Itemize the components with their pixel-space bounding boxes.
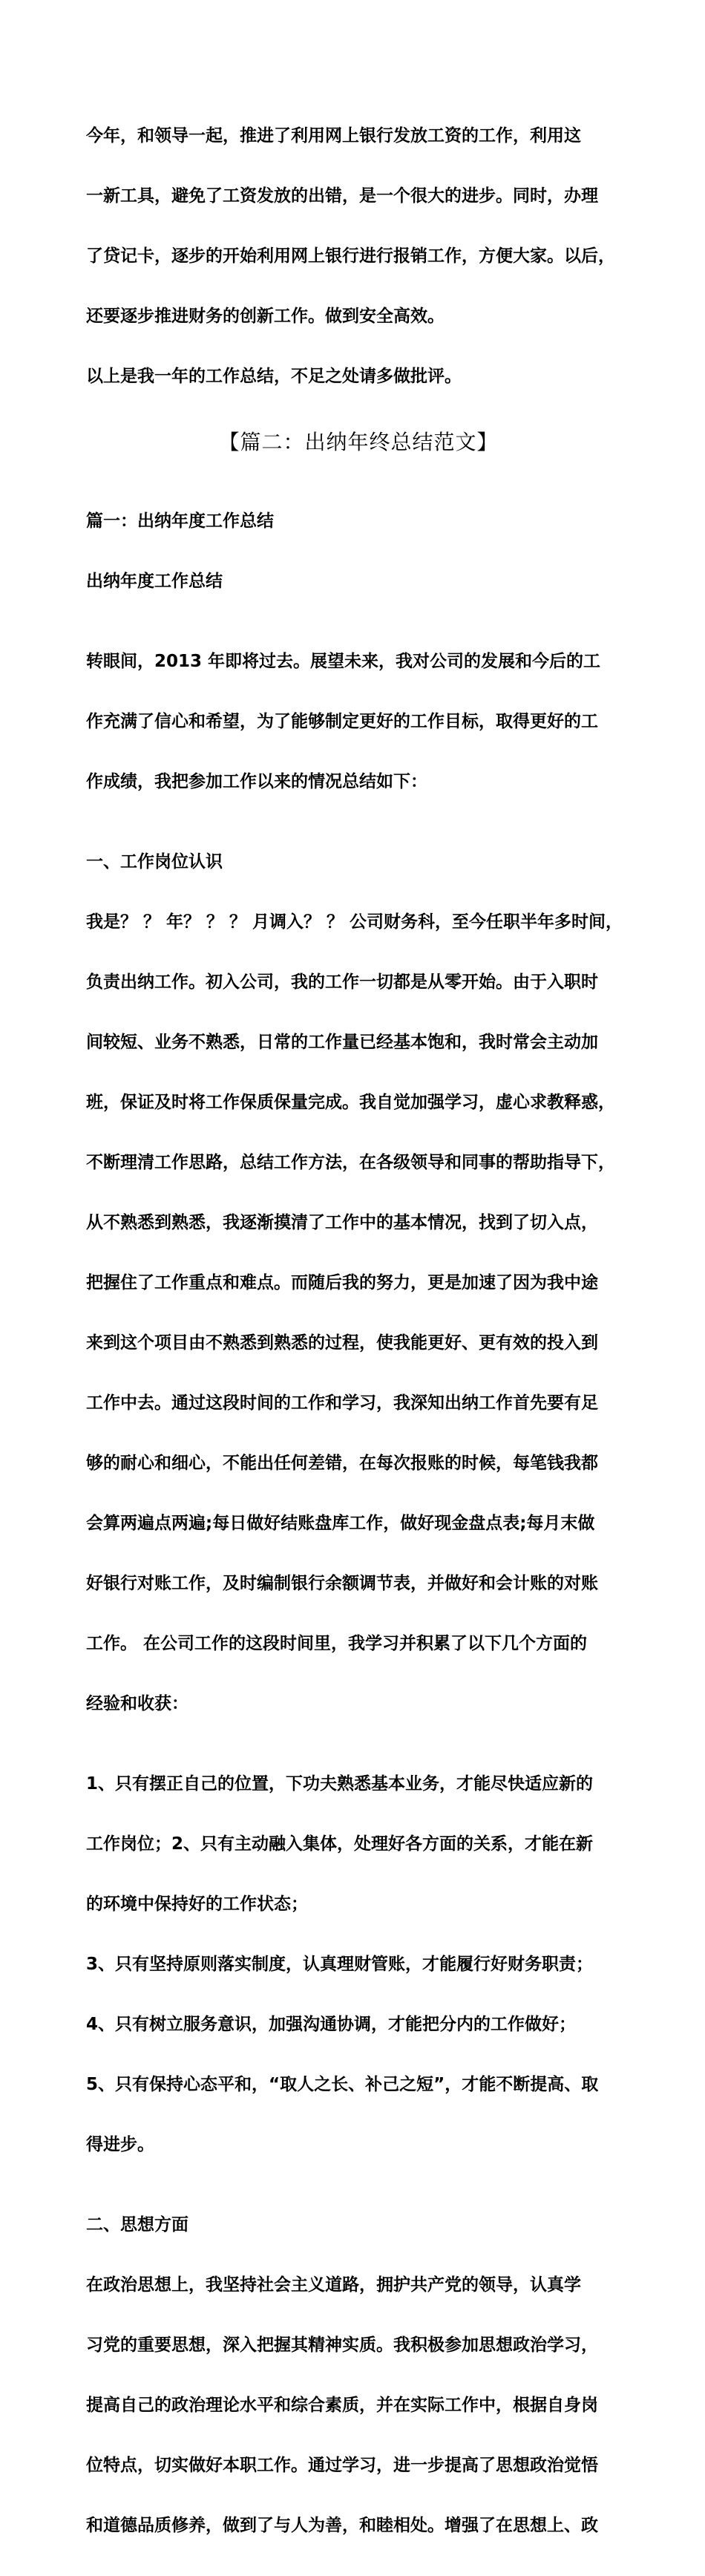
opening-line: 作充满了信心和希望，为了能够制定更好的工作目标，取得更好的工: [86, 712, 598, 731]
intro-line: 一新工具，避免了工资发放的出错，是一个很大的进步。同时，办理: [86, 186, 598, 206]
article-body: [86, 471, 631, 2576]
body-line: 不断理清工作思路，总结工作方法，在各级领导和同事的帮助指导下，: [86, 1153, 615, 1172]
body-line: 工作中去。通过这段时间的工作和学习，我深知出纳工作首先要有足: [86, 1393, 598, 1413]
body-line: 和道德品质修养，做到了与人为善，和睦相处。增强了在思想上、政: [86, 2516, 598, 2535]
point-line: 工作岗位；2、只有主动融入集体，处理好各方面的关系，才能在新: [86, 1834, 594, 1854]
body-line: 经验和收获：: [86, 1694, 188, 1713]
point-line: 5、只有保持心态平和，“取人之长、补己之短”，才能不断提高、取: [86, 2075, 599, 2094]
body-line: 好银行对账工作，及时编制银行余额调节表，并做好和会计账的对账: [86, 1574, 598, 1593]
body-line: 班，保证及时将工作保质保量完成。我自觉加强学习，虚心求教释惑，: [86, 1093, 615, 1112]
section-title: 一、工作岗位认识: [86, 852, 223, 872]
body-line: 来到这个项目由不熟悉到熟悉的过程，使我能更好、更有效的投入到: [86, 1333, 598, 1353]
point-line: 3、只有坚持原则落实制度，认真理财管账，才能履行好财务职责；: [86, 1955, 594, 1974]
body-line: 会算两遍点两遍;每日做好结账盘库工作，做好现金盘点表;每月末做: [86, 1514, 595, 1533]
intro-line: 今年，和领导一起，推进了利用网上银行发放工资的工作，利用这: [86, 126, 581, 146]
opening-line: 转眼间，2013 年即将过去。展望未来，我对公司的发展和今后的工: [86, 652, 601, 671]
body-line: 把握住了工作重点和难点。而随后我的努力，更是加速了因为我中途: [86, 1273, 598, 1292]
body-line: 习党的重要思想，深入把握其精神实质。我积极参加思想政治学习，: [86, 2335, 598, 2355]
body-line: 工作。 在公司工作的这段时间里，我学习并积累了以下几个方面的: [86, 1634, 588, 1653]
section-heading: 【篇二：出纳年终总结范文】: [218, 430, 499, 454]
point-line: 得进步。: [86, 2135, 154, 2154]
article-subtitle: 出纳年度工作总结: [86, 572, 223, 591]
intro-line: 了贷记卡，逐步的开始利用网上银行进行报销工作，方便大家。以后，: [86, 246, 615, 266]
body-line: 负责出纳工作。初入公司，我的工作一切都是从零开始。由于入职时: [86, 972, 598, 992]
body-line: 在政治思想上，我坚持社会主义道路，拥护共产党的领导，认真学: [86, 2275, 581, 2295]
point-line: 1、只有摆正自己的位置，下功夫熟悉基本业务，才能尽快适应新的: [86, 1774, 594, 1794]
body-line: 够的耐心和细心，不能出任何差错，在每次报账的时候，每笔钱我都: [86, 1454, 598, 1473]
closing-line: 以上是我一年的工作总结，不足之处请多做批评。: [86, 367, 462, 386]
article-title: 篇一：出纳年度工作总结: [86, 511, 274, 531]
intro-line: 还要逐步推进财务的创新工作。做到安全高效。: [86, 307, 445, 326]
point-line: 4、只有树立服务意识，加强沟通协调，才能把分内的工作做好；: [86, 2015, 577, 2034]
body-line: 位特点，切实做好本职工作。通过学习，进一步提高了思想政治觉悟: [86, 2456, 598, 2475]
body-line: 提高自己的政治理论水平和综合素质，并在实际工作中，根据自身岗: [86, 2396, 598, 2415]
body-line: 我是？ ？ 年？ ？ ？ 月调入？ ？ 公司财务科，至今任职半年多时间，: [86, 912, 623, 932]
opening-line: 作成绩，我把参加工作以来的情况总结如下：: [86, 772, 427, 791]
point-line: 的环境中保持好的工作状态；: [86, 1895, 308, 1914]
intro-paragraph: [86, 86, 631, 427]
body-line: 从不熟悉到熟悉，我逐渐摸清了工作中的基本情况，找到了切入点，: [86, 1213, 598, 1232]
body-line: 间较短、业务不熟悉，日常的工作量已经基本饱和，我时常会主动加: [86, 1033, 598, 1052]
section-title: 二、思想方面: [86, 2215, 188, 2235]
document-page: [86, 86, 631, 2576]
